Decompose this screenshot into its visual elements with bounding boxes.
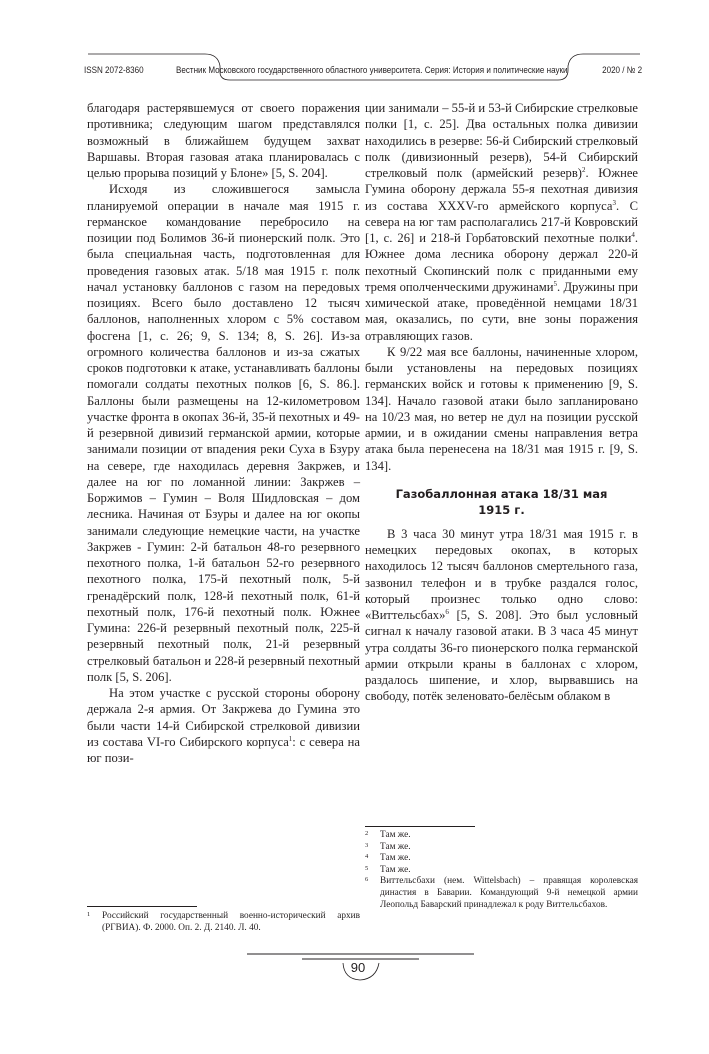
right-column (365, 100, 638, 705)
footnote-ref[interactable]: 5 (553, 279, 558, 288)
footnote: 2 Там же. (365, 830, 411, 840)
journal-title: Вестник Московского государственного областного университета. Серия: История и политические науки (176, 64, 568, 75)
footnote-ref[interactable]: 2 (581, 166, 586, 174)
paragraph: На этом участке с русской стороны оборону держала 2-я армия. От Закржева до Гумина это были части 14-й Сибирской стрелковой дивизии из состава VI-го Сибирского корпуса$^1$: с севера на юг пози- (87, 686, 360, 765)
footnote-ref[interactable]: 4 (631, 231, 635, 239)
paragraph: ции занимали – 55-й и 53-й Сибирские стрелковые полки [1, с. 25]. Два остальных полка дивизии находились в резерве: 56-й Сибирский стрелковый полк (дивизионный резерв), 54-й Сибирский стрелковый полк (армейский резерв)$^2$. Южнее Гумина оборону держала 55-я пехотная дивизия из состава XXXV-го армейского корпуса$^3$. С севера на юг там располагались 217-й Ковровский [1, с. 26] и 218-й Горбатовский пехотные полки$^4$. Южнее дома лесника оборону держал 220-й пехотный Скопинский полк с приданными ему тремя ополченческими дружинами$^5$. Дружины при химической атаке, проведённой немцами 18/31 мая, оказались, по сути, вне зоны поражения отравляющих газов. (365, 101, 639, 343)
footnote-ref[interactable]: 1 (288, 734, 293, 743)
footnote-ref[interactable]: 3 (612, 198, 616, 207)
footnote: 6 Виттельсбахи (нем. Wittelsbach) – правящая королевская династия в Баварии. Командующий 9-й немецкой армии Леопольд Баварский принадлежал к роду Виттельсбахов. (365, 876, 638, 910)
header-rule (80, 52, 650, 88)
footnote-ref[interactable]: 6 (445, 608, 449, 616)
footnote: 5 Там же. (365, 864, 411, 875)
footnote-divider (87, 906, 197, 907)
paragraph: Исходя из сложившегося замысла планируемой операции в начале мая 1915 г. германское командование перебросило на позиции под Болимов 36-й пионерский полк. Это была специальная часть, подготовленная для проведения газовых атак. 5/18 мая 1915 г. полк начал установку баллонов с газом на передовых позициях. Всего было доставлено 12 тысяч баллонов, наполненных хлором с 5% составом фосгена [1, с. 26; 9, S. 134; 8, S. 26]. Из-за огромного количества баллонов и из-за сжатых сроков подготовки к атаке, устанавливать баллоны помогали солдаты пехотных полков [6, S. 86.]. Баллоны были размещены на 12-километровом участке фронта в окопах 36-й, 35-й пехотных и 49-й резервной дивизий германской армии, которые занимали позиции от впадения реки Суха в Бзуру на севере, где находилась деревня Закржев, и далее на юг по ломанной линии: Закржев – Боржимов – Гумин – Воля Шидловская – дом лесника. Начиная от Бзуры и далее на юг окопы занимали следующие немецкие части, на участке Закржев - Гумин: 2-й батальон 48-го резервного пехотного полка, 1-й батальон 52-го резервного пехотного полка, 175-й пехотный полк, 5-й гренадёрский полк, 128-й пехотный полк, 61-й пехотный полк, 176-й пехотный полк. Южнее Гумина: 226-й резервный пехотный полк, 225-й резервный пехотный полк, 21-й резервный стрелковый батальон и 228-й резервный пехотный полк [5, S. 206]. (87, 182, 360, 684)
left-column (87, 100, 360, 766)
footnote: 1 Российский государственный военно-исторический архив (РГВИА). Ф. 2000. Оп. 2. Д. 2140. Л. 40. (87, 911, 360, 933)
footnotes-right (365, 830, 638, 911)
footnotes-left (87, 911, 360, 934)
section-heading: Газобаллонная атака 18/31 мая 1915 г. (395, 486, 608, 517)
footnote: 4 Там же. (365, 853, 411, 864)
footnote-divider (365, 826, 475, 827)
issue-label: 2020 / № 2 (602, 64, 643, 75)
paragraph: В 3 часа 30 минут утра 18/31 мая 1915 г. в немецких передовых окопах, в которых находилось 12 тысяч баллонов смертельного газа, зазвонил телефон и в трубке раздался голос, который произнес только одно слово: «Виттельсбах»$^6$ [5, S. 208]. Это был условный сигнал к началу газовой атаки. В 3 часа 45 минут утра солдаты 36-го пионерского полка германской армии открыли краны в баллонах с хлором, раздалось шипение, и хлор, вырвавшись на свободу, потёк зеленовато-белёсым облаком в (365, 526, 638, 704)
paragraph: благодаря растерявшемуся от своего поражения противника; следующим шагом представлялся возможный в ближайшем будущем захват Варшавы. Вторая газовая атака планировалась с целью прорыва позиций у Блоне» [5, S. 204]. (87, 101, 360, 180)
paragraph: К 9/22 мая все баллоны, начиненные хлором, были установлены на передовых позициях германских войск и готовы к применению [9, S. 134]. Начало газовой атаки было запланировано на 10/23 мая, но ветер не дул на позиции русской армии, и в ожидании смены направления ветра атака была перенесена на 18/31 мая 1915 г. [9, S. 134]. (365, 344, 638, 473)
footnote: 3 Там же. (365, 841, 411, 852)
page-number: 90 (350, 960, 366, 975)
issn-label: ISSN 2072-8360 (84, 64, 144, 75)
